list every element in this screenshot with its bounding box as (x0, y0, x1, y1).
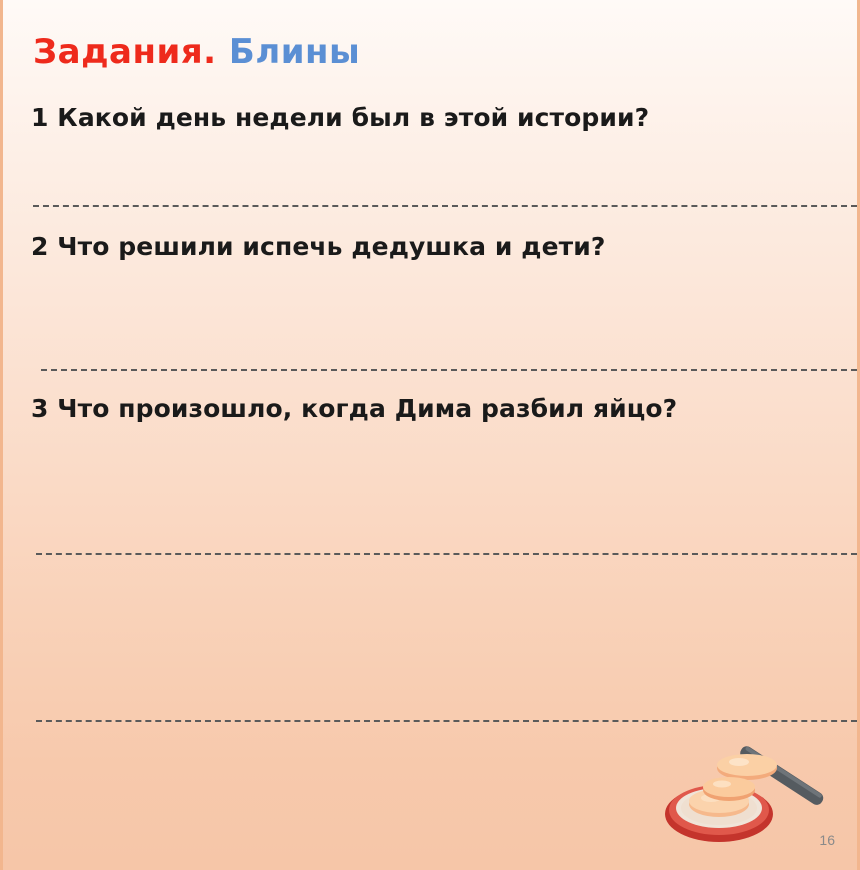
question-3: 3 Что произошло, когда Дима разбил яйцо? (31, 394, 678, 423)
answer-line-3 (36, 553, 857, 555)
answer-line-2 (41, 369, 857, 371)
question-2: 2 Что решили испечь дедушка и дети? (31, 232, 606, 261)
page-title (33, 32, 360, 72)
question-1: 1 Какой день недели был в этой истории? (31, 103, 650, 132)
page-title-primary: Задания. (33, 32, 217, 72)
page-title-secondary: Блины (228, 32, 361, 72)
answer-line-1 (33, 205, 857, 207)
page-number: 16 (819, 832, 835, 848)
answer-line-4 (36, 720, 857, 722)
